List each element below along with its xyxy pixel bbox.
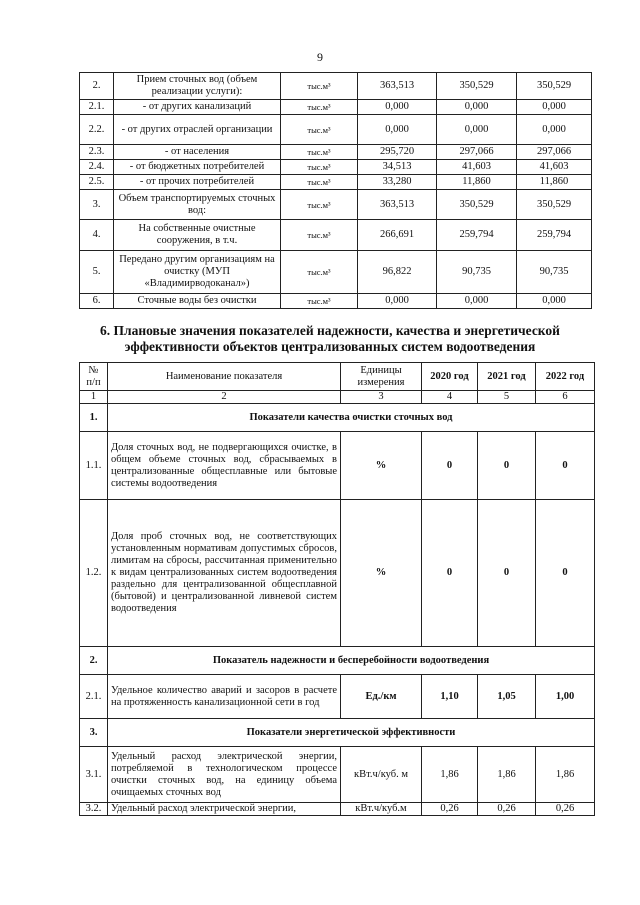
indicator-name: Удельное количество аварий и засоров в расчете на протяженность канализационной сети в год (108, 675, 341, 719)
value-2022: 41,603 (517, 160, 592, 175)
value-2020: 0,000 (358, 294, 437, 309)
value-2020: 0 (422, 500, 478, 647)
row-name: На собственные очистные сооружения, в т.ч. (114, 220, 281, 251)
header-row (80, 363, 595, 391)
value-2021: 350,529 (437, 73, 517, 100)
value-2022: 11,860 (517, 175, 592, 190)
section-row (80, 404, 595, 432)
column-number: 5 (478, 391, 536, 404)
table-row (80, 220, 592, 251)
value-2020: 96,822 (358, 251, 437, 294)
row-name: - от бюджетных потребителей (114, 160, 281, 175)
table-row (80, 500, 595, 647)
column-number: 6 (536, 391, 595, 404)
row-name: Прием сточных вод (объем реализации услуги): (114, 73, 281, 100)
value-2020: 266,691 (358, 220, 437, 251)
value-2022: 297,066 (517, 145, 592, 160)
value-2020: 295,720 (358, 145, 437, 160)
value-2020: 0,000 (358, 100, 437, 115)
row-number: 2. (80, 73, 114, 100)
table-row (80, 294, 592, 309)
header-unit: Единицы измерения (341, 363, 422, 391)
value-2022: 0,000 (517, 115, 592, 145)
indicator-unit: кВт.ч/куб.м (341, 803, 422, 816)
row-name: Передано другим организациям на очистку (МУП «Владимирводоканал») (114, 251, 281, 294)
value-2021: 0 (478, 432, 536, 500)
row-unit: тыс.м³ (281, 220, 358, 251)
row-number: 2.4. (80, 160, 114, 175)
row-unit: тыс.м³ (281, 100, 358, 115)
row-number: 2.3. (80, 145, 114, 160)
header-name: Наименование показателя (108, 363, 341, 391)
value-2022: 259,794 (517, 220, 592, 251)
value-2022: 0,000 (517, 100, 592, 115)
column-number: 1 (80, 391, 108, 404)
value-2021: 0 (478, 500, 536, 647)
row-number: 6. (80, 294, 114, 309)
indicator-name: Доля сточных вод, не подвергающихся очистке, в общем объеме сточных вод, сбрасываемых в централизованные общесплавные или бытовые системы водоотведения (108, 432, 341, 500)
value-2020: 363,513 (358, 73, 437, 100)
indicators-table (79, 362, 595, 816)
value-2021: 0,000 (437, 294, 517, 309)
row-unit: тыс.м³ (281, 73, 358, 100)
table-row (80, 160, 592, 175)
section-title: Показатели энергетической эффективности (108, 719, 595, 747)
row-name: Сточные воды без очистки (114, 294, 281, 309)
value-2022: 0,26 (536, 803, 595, 816)
wastewater-volume-table (79, 72, 592, 309)
section-title: Показатель надежности и бесперебойности водоотведения (108, 647, 595, 675)
row-unit: тыс.м³ (281, 251, 358, 294)
table-row (80, 675, 595, 719)
value-2020: 0,000 (358, 115, 437, 145)
table-row (80, 145, 592, 160)
value-2021: 1,05 (478, 675, 536, 719)
value-2021: 0,26 (478, 803, 536, 816)
header-2020: 2020 год (422, 363, 478, 391)
table-row (80, 747, 595, 803)
value-2021: 41,603 (437, 160, 517, 175)
row-unit: тыс.м³ (281, 175, 358, 190)
row-number: 2.1. (80, 675, 108, 719)
row-name: Объем транспортируемых сточных вод: (114, 190, 281, 220)
value-2020: 34,513 (358, 160, 437, 175)
value-2021: 350,529 (437, 190, 517, 220)
section-title: Показатели качества очистки сточных вод (108, 404, 595, 432)
table-row (80, 175, 592, 190)
value-2021: 0,000 (437, 100, 517, 115)
row-number: 3.1. (80, 747, 108, 803)
row-name: - от прочих потребителей (114, 175, 281, 190)
row-number: 1.1. (80, 432, 108, 500)
indicator-unit: % (341, 432, 422, 500)
value-2022: 350,529 (517, 73, 592, 100)
value-2022: 0 (536, 500, 595, 647)
table-row (80, 432, 595, 500)
value-2022: 0,000 (517, 294, 592, 309)
row-number: 5. (80, 251, 114, 294)
value-2020: 33,280 (358, 175, 437, 190)
section-row (80, 647, 595, 675)
indicator-name: Доля проб сточных вод, не соответствующих установленным нормативам допустимых сбросов, лимитам на сбросы, рассчитанная применительно к видам централизованных систем водоотведения раздельно для централизованной общесплавной (бытовой) и централизованной ливневой систем водоотведения (108, 500, 341, 647)
table-row (80, 115, 592, 145)
value-2020: 1,10 (422, 675, 478, 719)
header-2022: 2022 год (536, 363, 595, 391)
header-num: № п/п (80, 363, 108, 391)
row-unit: тыс.м³ (281, 190, 358, 220)
indicator-unit: кВт.ч/куб. м (341, 747, 422, 803)
section-number: 3. (80, 719, 108, 747)
row-number: 3.2. (80, 803, 108, 816)
row-unit: тыс.м³ (281, 115, 358, 145)
value-2021: 297,066 (437, 145, 517, 160)
row-number: 2.5. (80, 175, 114, 190)
section-number: 2. (80, 647, 108, 675)
value-2021: 259,794 (437, 220, 517, 251)
value-2022: 0 (536, 432, 595, 500)
value-2022: 90,735 (517, 251, 592, 294)
value-2020: 0,26 (422, 803, 478, 816)
value-2020: 1,86 (422, 747, 478, 803)
row-unit: тыс.м³ (281, 160, 358, 175)
value-2021: 1,86 (478, 747, 536, 803)
column-number: 4 (422, 391, 478, 404)
row-name: - от других канализаций (114, 100, 281, 115)
row-number: 1.2. (80, 500, 108, 647)
column-number: 2 (108, 391, 341, 404)
column-number: 3 (341, 391, 422, 404)
row-number: 2.2. (80, 115, 114, 145)
value-2022: 1,86 (536, 747, 595, 803)
row-number: 4. (80, 220, 114, 251)
section-number: 1. (80, 404, 108, 432)
value-2021: 11,860 (437, 175, 517, 190)
table-row (80, 251, 592, 294)
value-2020: 363,513 (358, 190, 437, 220)
column-number-row (80, 391, 595, 404)
header-2021: 2021 год (478, 363, 536, 391)
value-2021: 90,735 (437, 251, 517, 294)
indicator-name: Удельный расход электрической энергии, (108, 803, 341, 816)
table-row (80, 803, 595, 816)
table-row (80, 190, 592, 220)
row-name: - от других отраслей организации (114, 115, 281, 145)
table-row (80, 100, 592, 115)
indicator-unit: % (341, 500, 422, 647)
section-heading: 6. Плановые значения показателей надежности, качества и энергетической эффективности объектов централизованных систем водоотведения (100, 323, 560, 354)
value-2022: 350,529 (517, 190, 592, 220)
page-number: 9 (317, 50, 323, 64)
row-name: - от населения (114, 145, 281, 160)
value-2022: 1,00 (536, 675, 595, 719)
indicator-unit: Ед./км (341, 675, 422, 719)
row-unit: тыс.м³ (281, 145, 358, 160)
row-number: 2.1. (80, 100, 114, 115)
row-number: 3. (80, 190, 114, 220)
indicator-name: Удельный расход электрической энергии, потребляемой в технологическом процессе очистки сточных вод, на единицу объема очищаемых сточных вод (108, 747, 341, 803)
row-unit: тыс.м³ (281, 294, 358, 309)
table-row (80, 73, 592, 100)
section-row (80, 719, 595, 747)
value-2021: 0,000 (437, 115, 517, 145)
value-2020: 0 (422, 432, 478, 500)
